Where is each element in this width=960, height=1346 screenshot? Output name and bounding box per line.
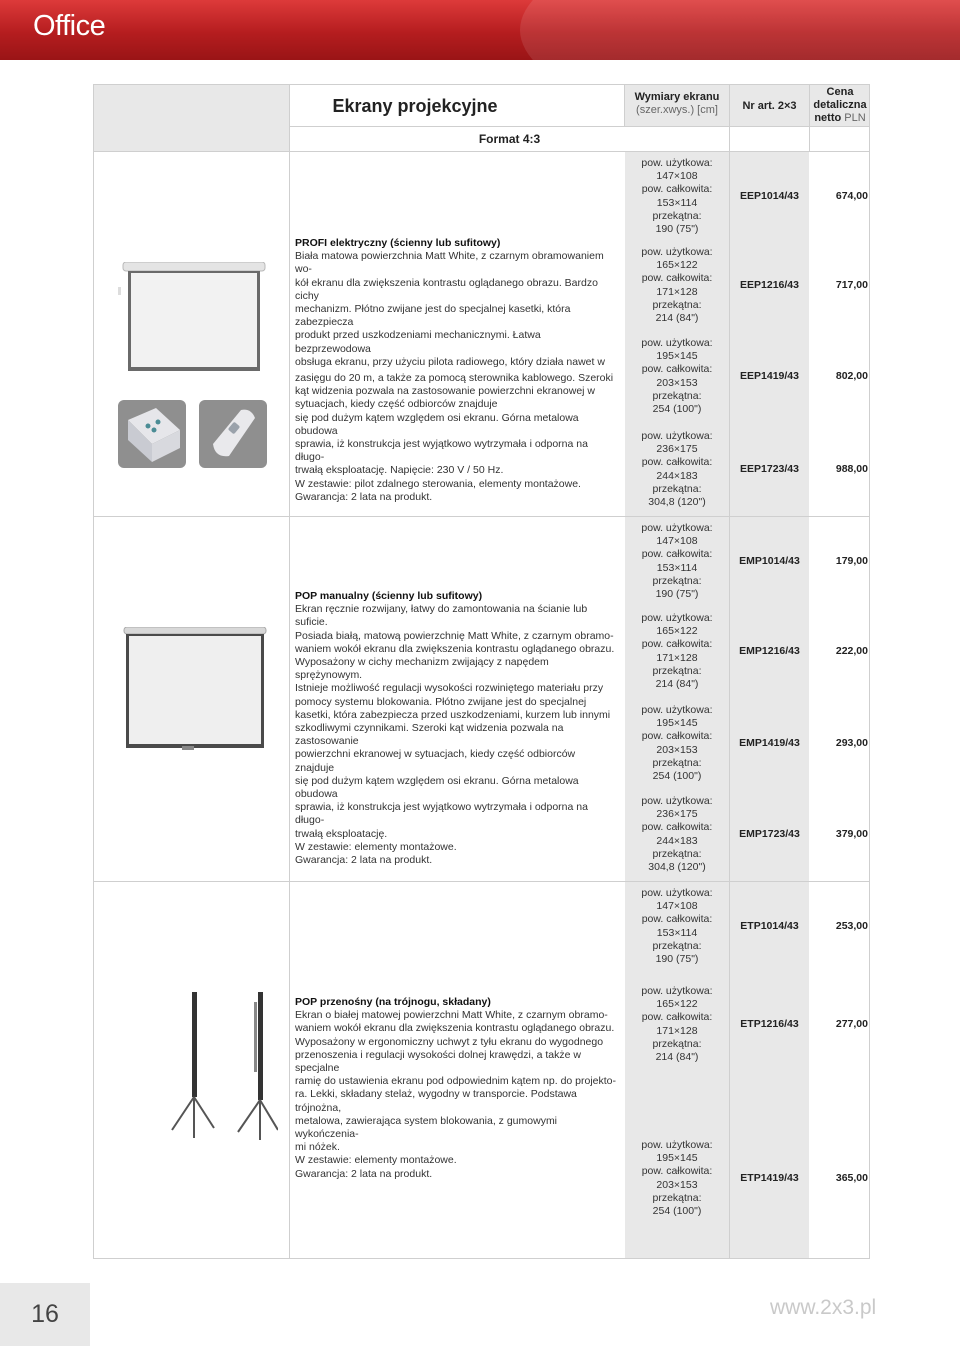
description-line: sprawia, iż konstrukcja jest wyjątkowo wytrzymała i odporna na długo- <box>295 801 588 827</box>
article-number: ETP1419/43 <box>740 1172 799 1184</box>
dimension-line: przekątna: <box>652 939 702 952</box>
description-line: waniem wokół ekranu dla zwiększenia kontrastu oglądanego obrazu. <box>295 642 615 655</box>
dimension-line: pow. użytkowa: <box>641 887 713 899</box>
price-value: 179,00 <box>835 555 868 567</box>
dimension-line: 236×175 <box>656 443 698 456</box>
variant-dimensions <box>625 522 729 601</box>
dimension-line: pow. całkowita: <box>641 638 713 651</box>
dimension-line: 236×175 <box>656 808 698 821</box>
dimension-line: 171×128 <box>656 285 698 298</box>
divider <box>93 881 870 882</box>
format-label: Format 4:3 <box>478 132 541 146</box>
electric-screen-image <box>118 262 268 374</box>
article-number: ETP1014/43 <box>740 920 799 932</box>
description-line: kasetki, która zabezpiecza przed uszkodzeniami, kurzem lub innymi <box>295 708 611 721</box>
tripod-screen-image <box>168 992 278 1142</box>
dimension-line: 304,8 (120") <box>648 496 706 509</box>
dimensions-subtitle: (szer.xwys.) [cm] <box>636 104 718 116</box>
variant-dimensions <box>625 157 729 236</box>
article-number: EMP1723/43 <box>739 828 800 840</box>
description-line: produkt przed uszkodzeniami mechanicznymi. Łatwa bezprzewodowa <box>295 329 541 355</box>
description-line: metalowa, zawierająca system blokowania, z gumowymi wykończenia- <box>295 1114 558 1141</box>
dimension-line: pow. całkowita: <box>641 456 713 469</box>
dimension-line: 195×145 <box>656 717 698 730</box>
article-number: ETP1216/43 <box>740 1018 799 1030</box>
price-header-line1: Cena <box>826 86 854 98</box>
description-line: Gwarancja: 2 lata na produkt. <box>295 490 433 503</box>
price-value: 379,00 <box>835 828 868 840</box>
price-value: 988,00 <box>835 463 868 475</box>
article-number: EEP1216/43 <box>740 279 799 291</box>
dimension-line: 171×128 <box>656 1024 698 1037</box>
dimension-line: pow. użytkowa: <box>641 522 713 534</box>
variant-dimensions <box>625 337 729 416</box>
description-line: Gwarancja: 2 lata na produkt. <box>295 1167 433 1180</box>
dimension-line: 203×153 <box>656 1178 698 1191</box>
dimension-line: pow. użytkowa: <box>641 430 713 442</box>
article-number: EMP1419/43 <box>739 737 800 749</box>
dimension-line: 190 (75") <box>655 223 699 236</box>
divider <box>289 84 290 1259</box>
divider <box>729 84 730 1259</box>
product-description <box>295 996 617 1181</box>
description-line: sytuacjach, kiedy część odbiorców znajduje <box>295 398 498 411</box>
dimension-line: pow. całkowita: <box>641 1165 713 1178</box>
dimension-line: 214 (84") <box>655 312 699 325</box>
dimension-line: przekątna: <box>652 482 702 495</box>
description-line: zasięgu do 20 m, a także za pomocą sterownika kablowego. Szeroki <box>295 372 614 385</box>
dimension-line: 147×108 <box>656 900 698 913</box>
description-line: Ekran ręcznie rozwijany, łatwy do zamontowania na ścianie lub suficie. <box>295 603 588 629</box>
dimension-line: pow. całkowita: <box>641 1011 713 1024</box>
dimension-line: pow. całkowita: <box>641 548 713 561</box>
dimension-line: 195×145 <box>656 350 698 363</box>
dimension-line: 147×108 <box>656 535 698 548</box>
manual-screen-image <box>122 627 268 753</box>
dimension-line: 244×183 <box>656 834 698 847</box>
description-line: kąt widzenia pozwala na zastosowanie powierzchni ekranowej w <box>295 385 595 398</box>
description-line: szkodliwymi czynnikami. Szeroki kąt widzenia pozwala na zastosowanie <box>295 722 564 748</box>
description-line: ramię do ustawienia ekranu pod odpowiednim kątem np. do projekto- <box>295 1075 617 1088</box>
product-title: PROFI elektryczny (ścienny lub sufitowy) <box>295 237 501 249</box>
dimension-line: 153×114 <box>656 196 698 209</box>
dimension-line: przekątna: <box>652 298 702 311</box>
description-line: powierzchni ekranowej w sytuacjach, kiedy część odbiorców znajduje <box>295 748 576 774</box>
dimension-line: 147×108 <box>656 170 698 183</box>
product-title: POP przenośny (na trójnogu, składany) <box>295 996 491 1008</box>
description-line: Posiada białą, matową powierzchnię Matt White, z czarnym obramo- <box>295 629 614 642</box>
price-header-line3: netto PLN <box>814 112 866 124</box>
dimension-line: 254 (100") <box>652 770 702 783</box>
description-line: się pod dużym kątem względem osi ekranu. Górna metalowa obudowa <box>295 774 579 801</box>
dimension-line: pow. użytkowa: <box>641 1139 713 1151</box>
description-line: Wyposażony w cichy mechanizm zwijający z napędem sprężynowym. <box>295 656 549 682</box>
dimensions-title: Wymiary ekranu <box>634 91 720 103</box>
dimension-line: 254 (100") <box>652 403 702 416</box>
dimension-line: 190 (75") <box>655 588 699 601</box>
description-line: się pod dużym kątem względem osi ekranu. Górna metalowa obudowa <box>295 411 579 437</box>
description-line: Ekran o białej matowej powierzchni Matt White, z czarnym obramo- <box>295 1009 608 1022</box>
description-line: waniem wokół ekranu dla zwiększenia kontrastu oglądanego obrazu. <box>295 1022 615 1035</box>
description-line: sprawia, iż konstrukcja jest wyjątkowo wytrzymała i odporna na długo- <box>295 438 588 464</box>
dimension-line: 254 (100") <box>652 1205 702 1218</box>
price-value: 365,00 <box>835 1172 868 1184</box>
dimensions-header <box>625 91 729 117</box>
dimension-line: 203×153 <box>656 743 698 756</box>
section-title: Office <box>33 10 106 42</box>
variant-dimensions <box>625 704 729 783</box>
article-number: EMP1014/43 <box>739 555 800 567</box>
article-number: EEP1723/43 <box>740 463 799 475</box>
description-line: przenoszenia i regulacji wysokości dolnej krawędzi, a także w specjalne <box>295 1048 581 1075</box>
dimension-line: pow. całkowita: <box>641 363 713 376</box>
dimension-line: pow. całkowita: <box>641 183 713 196</box>
price-header <box>810 86 870 125</box>
header-banner <box>0 0 960 60</box>
article-number: EMP1216/43 <box>739 645 800 657</box>
dimension-line: przekątna: <box>652 389 702 402</box>
product-description <box>295 237 617 504</box>
dimension-line: pow. użytkowa: <box>641 795 713 807</box>
dimension-line: pow. całkowita: <box>641 730 713 743</box>
price-value: 253,00 <box>835 920 868 932</box>
description-line: pomocy systemu blokowania. Płótno zwijane jest do specjalnej <box>295 695 587 708</box>
price-value: 277,00 <box>835 1018 868 1030</box>
description-line: Biała matowa powierzchnia Matt White, z czarnym obramowaniem wo- <box>295 250 604 276</box>
dimension-line: 214 (84") <box>655 1051 699 1064</box>
price-value: 222,00 <box>835 645 868 657</box>
dimension-line: 195×145 <box>656 1152 698 1165</box>
dimension-line: pow. użytkowa: <box>641 985 713 997</box>
description-line: mi nóżek. <box>295 1141 340 1154</box>
dimension-line: pow. użytkowa: <box>641 337 713 349</box>
price-value: 674,00 <box>835 190 868 202</box>
dimension-line: przekątna: <box>652 664 702 677</box>
price-header-line2: detaliczna <box>813 99 867 111</box>
cable-controller-image <box>118 400 186 468</box>
dimension-line: przekątna: <box>652 847 702 860</box>
dimension-line: 165×122 <box>656 625 698 638</box>
remote-control-image <box>199 400 267 468</box>
dimension-line: 214 (84") <box>655 678 699 691</box>
footer-url[interactable]: www.2x3.pl <box>770 1296 877 1319</box>
dimension-line: pow. użytkowa: <box>641 704 713 716</box>
description-line: Gwarancja: 2 lata na produkt. <box>295 854 433 867</box>
variant-dimensions <box>625 795 729 874</box>
description-line: W zestawie: elementy montażowe. <box>295 840 457 853</box>
dimension-line: 190 (75") <box>655 953 699 966</box>
article-header: Nr art. 2×3 <box>742 100 797 112</box>
price-value: 293,00 <box>835 737 868 749</box>
dimension-line: 171×128 <box>656 651 698 664</box>
page-title: Ekrany projekcyjne <box>332 96 498 116</box>
dimension-line: przekątna: <box>652 1037 702 1050</box>
description-line: W zestawie: pilot zdalnego sterowania, elementy montażowe. <box>295 477 581 490</box>
description-line: Istnieje możliwość regulacji wysokości rozwiniętego materiału przy <box>295 682 604 695</box>
dimension-line: 244×183 <box>656 469 698 482</box>
dimension-line: pow. całkowita: <box>641 272 713 285</box>
description-line: trwałą eksploatację. <box>295 827 388 840</box>
description-line: mechanizm. Płótno zwijane jest do specjalnej kasetki, która zabezpiecza <box>295 303 571 329</box>
dimension-line: 165×122 <box>656 259 698 272</box>
dimension-line: przekątna: <box>652 756 702 769</box>
divider <box>93 516 870 517</box>
article-number: EEP1419/43 <box>740 370 799 382</box>
dimension-line: 153×114 <box>656 561 698 574</box>
description-line: obsługa ekranu, przy użyciu pilota radiowego, który działa nawet w <box>295 355 605 368</box>
dimension-line: 165×122 <box>656 998 698 1011</box>
article-number: EEP1014/43 <box>740 190 799 202</box>
product-description <box>295 590 617 867</box>
dimension-line: pow. użytkowa: <box>641 612 713 624</box>
description-line: ra. Lekki, składany stelaż, wygodny w transporcie. Podstawa trójnożna, <box>295 1088 577 1114</box>
variant-dimensions <box>625 887 729 966</box>
price-value: 802,00 <box>835 370 868 382</box>
variant-dimensions <box>625 246 729 325</box>
description-line: trwałą eksploatację. Napięcie: 230 V / 50 Hz. <box>295 464 504 477</box>
price-value: 717,00 <box>835 279 868 291</box>
dimension-line: przekątna: <box>652 574 702 587</box>
dimension-line: przekątna: <box>652 209 702 222</box>
description-line: kół ekranu dla zwiększenia kontrastu oglądanego obrazu. Bardzo cichy <box>295 276 598 302</box>
dimension-line: 203×153 <box>656 376 698 389</box>
dimension-line: pow. użytkowa: <box>641 157 713 169</box>
dimension-line: pow. całkowita: <box>641 821 713 834</box>
variant-dimensions <box>625 612 729 691</box>
dimension-line: przekątna: <box>652 1191 702 1204</box>
dimension-line: 304,8 (120") <box>648 861 706 874</box>
variant-dimensions <box>625 985 729 1064</box>
page-number: 16 <box>0 1283 90 1346</box>
variant-dimensions <box>625 1139 729 1218</box>
description-line: Wyposażony w ergonomiczny uchwyt z tyłu ekranu do wygodnego <box>295 1035 604 1048</box>
product-title: POP manualny (ścienny lub sufitowy) <box>295 590 483 602</box>
divider <box>93 151 870 152</box>
variant-dimensions <box>625 430 729 509</box>
description-line: W zestawie: elementy montażowe. <box>295 1154 457 1167</box>
dimension-line: pow. całkowita: <box>641 913 713 926</box>
dimension-line: pow. użytkowa: <box>641 246 713 258</box>
dimension-line: 153×114 <box>656 926 698 939</box>
